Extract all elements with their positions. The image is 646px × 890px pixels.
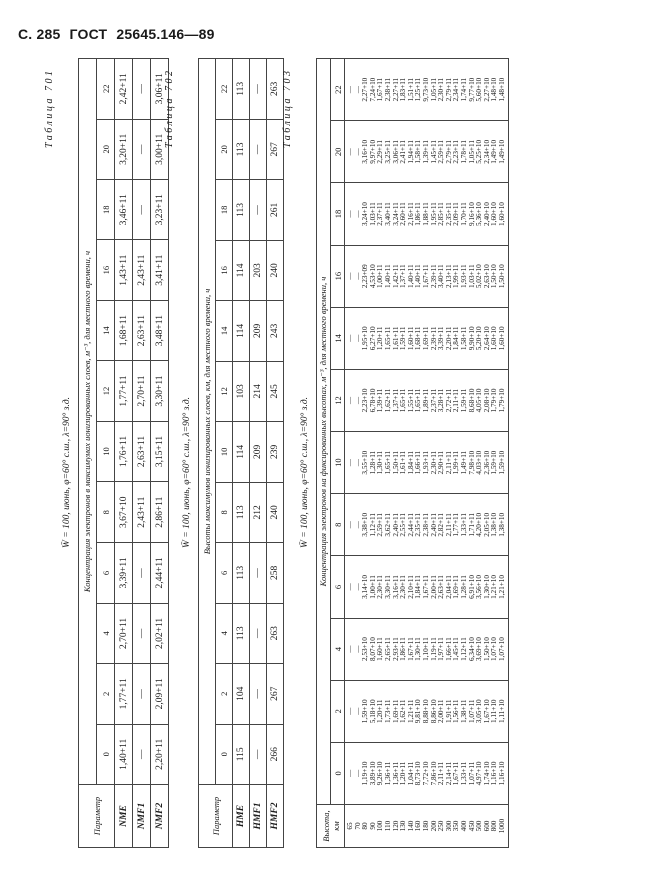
value-cell: 114	[233, 301, 250, 361]
hour-cell: 10	[216, 422, 233, 482]
hour-cell: 8	[97, 482, 115, 543]
value-cell: 263	[267, 603, 284, 663]
table-703-caption: W̄ = 100, июнь, φ=60° с.ш., λ=90° з.д.	[300, 397, 310, 548]
table-701-caption: W̄ = 100, июнь, φ=60° с.ш., λ=90° з.д.	[62, 397, 72, 548]
value-cell: 113	[233, 119, 250, 179]
value-column: — — 1,59+10 5,18+10 1,20+11 1,73+11 1,69+11 1,62+11 1,21+11 9,81+10 8,88+10 8,86+10 2,00+11 1,91+11 1,56+11 1,38+11 1,07+11 3,05+10 1,67+10 1,11+10 1,11+10	[345, 680, 509, 742]
hour-cell: 18	[331, 183, 345, 245]
value-cell: —	[133, 543, 151, 603]
value-cell: 1,77+11	[115, 361, 133, 421]
value-column: — — 3,38+10 1,12+11 2,59+11 3,62+11 2,40+11 2,55+11 2,44+11 2,35+11 2,38+11 2,40+11 2,82+11 2,11+11 1,77+11 1,33+11 1,71+11 4,20+10 2,05+10 1,38+10 1,38+10	[345, 494, 509, 556]
value-column: — — 3,14+10 1,00+11 2,30+11 3,30+11 3,16+11 2,30+11 2,10+11 1,84+11 1,67+11 2,00+11 2,63+11 2,04+11 1,69+11 1,28+11 6,91+10 3,56+10 1,30+10 1,21+10 1,21+10	[345, 556, 509, 618]
table-703-data-row	[345, 59, 509, 848]
hour-cell: 2	[97, 664, 115, 724]
hour-cell: 14	[216, 301, 233, 361]
value-cell: 267	[267, 664, 284, 724]
value-cell: —	[250, 119, 267, 179]
value-cell: —	[250, 543, 267, 603]
hour-cell: 18	[216, 180, 233, 240]
table-702-subheader: Высоты максимумов ионизированных слоев, км, для местного времени, ч	[199, 59, 216, 785]
value-cell: 239	[267, 422, 284, 482]
value-cell: —	[250, 180, 267, 240]
hour-cell: 4	[97, 603, 115, 663]
value-cell: 114	[233, 422, 250, 482]
value-cell: 1,68+11	[115, 300, 133, 360]
value-cell: 266	[267, 724, 284, 784]
value-cell: 3,39+11	[115, 543, 133, 603]
hour-cell: 12	[97, 361, 115, 421]
value-cell: —	[133, 603, 151, 663]
value-cell: 203	[250, 240, 267, 300]
hour-cell: 14	[331, 307, 345, 369]
hour-cell: 2	[216, 664, 233, 724]
param-name: HMF2	[267, 785, 284, 848]
height-values: 65 70 80 90 100 110 120 130 140 160 180 200 250 300 350 400 450 500 600 800 1000	[345, 805, 509, 848]
value-column: — — 1,95+10 6,27+10 1,20+11 1,65+11 1,61+11 1,59+11 1,60+11 1,68+11 1,69+11 2,39+11 3,39+11 2,20+11 1,84+11 1,58+11 9,90+10 5,20+10 2,64+10 1,60+10 1,60+10	[345, 307, 509, 369]
hour-cell: 20	[97, 119, 115, 179]
value-cell: 2,43+11	[133, 482, 151, 543]
value-cell: —	[133, 664, 151, 724]
value-cell: 2,44+11	[151, 543, 169, 603]
value-cell: 3,23+11	[151, 180, 169, 240]
hour-cell: 16	[331, 245, 345, 307]
value-cell: 240	[267, 482, 284, 542]
value-cell: 1,77+11	[115, 664, 133, 724]
hour-cell: 8	[331, 494, 345, 556]
hour-cell: 22	[331, 59, 345, 121]
value-cell: 3,46+11	[115, 180, 133, 240]
table-row	[151, 59, 169, 848]
value-cell: —	[133, 180, 151, 240]
value-cell: —	[133, 119, 151, 179]
table-701	[78, 58, 169, 848]
value-cell: 240	[267, 240, 284, 300]
value-cell: 2,63+11	[133, 421, 151, 481]
value-cell: 3,15+11	[151, 421, 169, 481]
value-column: — — 2,23+10 6,78+10 1,39+11 1,62+11 1,37+11 1,65+11 1,55+11 1,65+11 1,89+11 2,37+11 3,28+11 2,72+11 2,11+11 1,59+11 8,68+10 4,05+10 2,08+10 1,79+10 1,79+10	[345, 369, 509, 431]
table-701-label: Таблица 701	[44, 68, 55, 148]
value-cell: 2,86+11	[151, 482, 169, 543]
hour-cell: 20	[216, 119, 233, 179]
value-cell: —	[250, 59, 267, 120]
param-name: HME	[233, 785, 250, 848]
value-cell: 3,00+11	[151, 119, 169, 179]
hours-row	[331, 59, 345, 848]
value-cell: 2,70+11	[133, 361, 151, 421]
table-702-caption: W̄ = 100, июнь, φ=60° с.ш., λ=90° з.д.	[182, 397, 192, 548]
hour-cell: 4	[216, 603, 233, 663]
value-cell: 245	[267, 361, 284, 421]
hour-cell: 2	[331, 680, 345, 742]
param-header: Параметр	[79, 785, 115, 848]
value-cell: 263	[267, 59, 284, 120]
value-cell: 267	[267, 119, 284, 179]
value-cell: 103	[233, 361, 250, 421]
value-cell: 212	[250, 482, 267, 542]
table-703-label: Таблица 703	[282, 68, 293, 148]
value-cell: 1,43+11	[115, 240, 133, 300]
value-cell: 113	[233, 543, 250, 603]
value-cell: 3,20+11	[115, 119, 133, 179]
param-name: NMF1	[133, 785, 151, 848]
value-cell: 113	[233, 603, 250, 663]
param-name: NMF2	[151, 785, 169, 848]
hour-cell: 20	[331, 121, 345, 183]
hour-cell: 0	[216, 724, 233, 784]
hour-cell: 0	[97, 724, 115, 784]
hour-cell: 6	[97, 543, 115, 603]
hour-cell: 22	[97, 59, 115, 120]
value-column: — — 1,19+10 3,89+10 9,26+10 1,36+11 1,36+11 1,20+11 1,04+11 8,73+10 7,72+10 7,86+10 2,11+11 2,14+11 1,67+11 1,33+11 1,07+11 4,97+10 1,74+10 1,16+10 1,16+10	[345, 742, 509, 804]
value-cell: 3,06+11	[151, 59, 169, 120]
table-row	[115, 59, 133, 848]
hour-cell: 10	[97, 421, 115, 481]
table-703-subheader: Концентрация электронов на фиксированных высотах, м⁻³, для местного времени, ч	[317, 59, 331, 805]
value-column: — — 3,24+10 1,03+11 2,37+11 3,40+11 3,24+11 2,60+11 2,16+11 1,86+11 1,88+11 1,95+11 2,85+11 2,35+11 2,09+11 1,70+11 9,16+10 5,36+10 2,40+10 1,60+10 1,60+10	[345, 183, 509, 245]
hour-cell: 10	[331, 432, 345, 494]
value-cell: 2,43+11	[133, 240, 151, 300]
value-cell: 104	[233, 664, 250, 724]
value-cell: 2,63+11	[133, 300, 151, 360]
value-cell: 3,41+11	[151, 240, 169, 300]
hour-cell: 0	[331, 742, 345, 804]
standard-label: ГОСТ	[69, 26, 108, 42]
value-column: — — 3,55+10 1,28+11 1,30+11 1,65+11 1,50+11 1,61+11 1,84+11 1,66+11 1,93+11 2,30+11 2,90+11 2,11+11 1,99+11 1,49+11 7,98+10 4,03+10 2,36+10 1,59+10 1,59+10	[345, 432, 509, 494]
value-cell: 1,76+11	[115, 421, 133, 481]
value-cell: 114	[233, 240, 250, 300]
table-row	[233, 59, 250, 848]
table-row	[250, 59, 267, 848]
param-header: Параметр	[199, 785, 233, 848]
value-cell: —	[250, 664, 267, 724]
value-cell: 261	[267, 180, 284, 240]
hour-cell: 22	[216, 59, 233, 120]
standard-number: 25645.146—89	[116, 26, 215, 42]
page-number: С. 285	[18, 26, 61, 42]
table-702-label: Таблица 702	[164, 68, 175, 148]
value-cell: 2,70+11	[115, 603, 133, 663]
page-header	[18, 26, 220, 42]
value-column: — — 2,53+10 8,07+10 1,60+11 2,65+11 2,93+11 1,86+11 1,67+11 1,30+11 1,10+11 1,19+11 1,97+11 1,66+11 1,45+11 1,12+11 6,34+10 3,69+10 1,50+10 1,07+10 1,07+10	[345, 618, 509, 680]
value-cell: —	[133, 59, 151, 120]
value-cell: 243	[267, 301, 284, 361]
value-cell: —	[250, 724, 267, 784]
height-header: Высота, км	[317, 805, 345, 848]
hour-cell: 6	[331, 556, 345, 618]
value-cell: 2,02+11	[151, 603, 169, 663]
value-cell: —	[133, 724, 151, 784]
hour-cell: 16	[97, 240, 115, 300]
value-cell: 115	[233, 724, 250, 784]
hour-cell: 14	[97, 300, 115, 360]
param-name: NME	[115, 785, 133, 848]
hour-cell: 8	[216, 482, 233, 542]
value-cell: 2,09+11	[151, 664, 169, 724]
value-cell: 258	[267, 543, 284, 603]
value-column: — — 3,16+10 9,97+10 2,29+11 3,25+11 3,06+11 2,41+11 1,94+11 1,58+11 1,39+11 1,45+11 2,59+11 2,79+11 2,23+11 1,78+11 1,05+11 5,25+10 2,34+10 1,49+10 1,49+10	[345, 121, 509, 183]
hour-cell: 16	[216, 240, 233, 300]
hours-row	[216, 59, 233, 848]
value-cell: 2,20+11	[151, 724, 169, 784]
value-cell: —	[250, 603, 267, 663]
table-702	[198, 58, 284, 848]
value-cell: 3,48+11	[151, 300, 169, 360]
hours-row	[97, 59, 115, 848]
hour-cell: 12	[331, 369, 345, 431]
table-702-body	[233, 59, 284, 848]
hour-cell: 6	[216, 543, 233, 603]
value-cell: 113	[233, 59, 250, 120]
value-cell: 209	[250, 422, 267, 482]
param-name: HMF1	[250, 785, 267, 848]
table-row	[267, 59, 284, 848]
hour-cell: 12	[216, 361, 233, 421]
value-column: — — 2,23+09 4,53+10 1,00+11 1,40+11 1,42+11 1,37+11 1,40+11 1,40+11 1,67+11 2,39+11 3,40+11 2,13+11 1,99+11 1,93+11 1,03+11 5,02+10 2,63+10 1,50+10 1,50+10	[345, 245, 509, 307]
table-row	[133, 59, 151, 848]
value-cell: 113	[233, 180, 250, 240]
table-703	[316, 58, 509, 848]
value-cell: 3,67+10	[115, 482, 133, 543]
value-cell: 209	[250, 301, 267, 361]
value-cell: 1,40+11	[115, 724, 133, 784]
hour-cell: 18	[97, 180, 115, 240]
value-cell: 214	[250, 361, 267, 421]
value-column: — — 2,27+10 7,24+10 1,67+11 2,38+11 2,27+11 1,83+11 1,51+11 1,25+11 9,73+10 1,05+11 2,30+11 2,79+11 2,34+11 1,74+11 9,77+10 5,60+10 2,27+10 1,48+10 1,48+10	[345, 59, 509, 121]
rotated-page	[42, 58, 622, 848]
table-701-body	[115, 59, 169, 848]
value-cell: 2,42+11	[115, 59, 133, 120]
value-cell: 113	[233, 482, 250, 542]
value-cell: 3,30+11	[151, 361, 169, 421]
hour-cell: 4	[331, 618, 345, 680]
table-701-subheader: Концентрация электронов в максимумах ионизированных слоев, м⁻³, для местного времени, ч	[79, 59, 97, 785]
